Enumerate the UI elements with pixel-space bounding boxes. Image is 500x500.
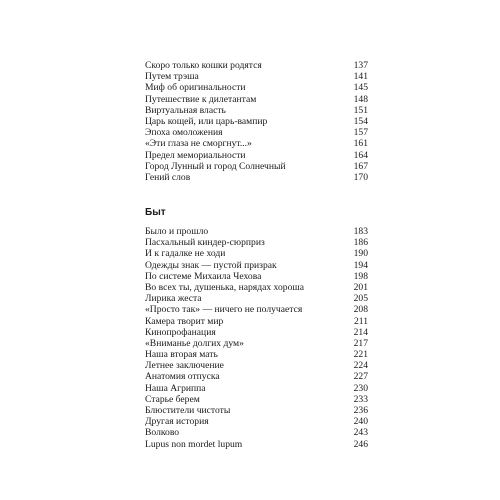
- toc-entry-title: Было и прошло: [145, 226, 209, 237]
- toc-entry: [145, 260, 368, 271]
- toc-entry-title: Волково: [145, 427, 180, 439]
- toc-entry-title: Lupus non mordet lupum: [145, 438, 243, 450]
- toc-entry-title: Эпоха омоложения: [145, 127, 223, 139]
- toc-entry-page: 157: [353, 127, 368, 139]
- toc-entry: [145, 383, 368, 394]
- toc-entry: [145, 71, 368, 82]
- toc-entry-page: 236: [353, 405, 368, 416]
- toc-entry: [145, 293, 368, 304]
- toc-entry: [145, 439, 368, 450]
- toc-entry: [145, 150, 368, 161]
- toc-entry-title: Анатомия отпуска: [145, 371, 220, 383]
- toc-entry-page: 161: [353, 138, 368, 150]
- toc-entry-title: «Просто так» — ничего не получается: [145, 304, 303, 316]
- toc-entry-page: 170: [353, 171, 368, 183]
- toc-entry-page: 137: [353, 60, 368, 71]
- toc-entry-title: Миф об оригинальности: [145, 82, 246, 94]
- toc-entry: [145, 127, 368, 138]
- toc-entry: [145, 271, 368, 282]
- toc-entry-title: Во всех ты, душенька, нарядах хороша: [145, 281, 305, 293]
- toc-entry-title: Другая история: [145, 416, 209, 428]
- toc-entry-title: Камера творит мир: [145, 315, 224, 327]
- toc-entry: [145, 161, 368, 172]
- toc-entry-page: 145: [353, 82, 368, 94]
- toc-entry-page: 240: [353, 416, 368, 428]
- toc-entry-title: Кинопрофанация: [145, 326, 216, 338]
- toc-entry-title: Старье берем: [145, 393, 200, 405]
- toc-entry: [145, 427, 368, 438]
- toc-entry-page: 194: [353, 259, 368, 271]
- toc-entry-page: 221: [353, 349, 368, 361]
- toc-entry-page: 217: [353, 337, 368, 349]
- toc-entry-page: 243: [353, 427, 368, 439]
- toc-entry: [145, 360, 368, 371]
- toc-entry-page: 167: [353, 160, 368, 172]
- toc-entry-title: «Эти глаза не сморгнут...»: [145, 138, 252, 150]
- toc-entry: [145, 282, 368, 293]
- toc-entry-page: 186: [353, 237, 368, 249]
- toc-entry: [145, 304, 368, 315]
- toc-entry-title: Одежды знак — пустой призрак: [145, 259, 277, 271]
- toc-entry-page: 148: [353, 93, 368, 105]
- toc-entry-title: Лирика жеста: [145, 293, 202, 305]
- toc-entry-title: Скоро только кошки родятся: [145, 60, 262, 71]
- toc-entry-title: Пасхальный киндер-сюрприз: [145, 237, 265, 249]
- toc-entry: [145, 60, 368, 71]
- toc-entry-title: Виртуальная власть: [145, 104, 226, 116]
- toc-entry-title: Наша Агриппа: [145, 382, 206, 394]
- toc-entry-title: Город Лунный и город Солнечный: [145, 160, 286, 172]
- toc-list-part2: [145, 226, 368, 450]
- toc-entry: [145, 172, 368, 183]
- toc-entry: [145, 105, 368, 116]
- toc-entry-page: 198: [353, 270, 368, 282]
- toc-entry: [145, 116, 368, 127]
- toc-entry-page: 246: [353, 438, 368, 450]
- toc-entry-page: 190: [353, 248, 368, 260]
- toc-entry: [145, 349, 368, 360]
- toc-entry-title: Наша вторая мать: [145, 349, 218, 361]
- toc-entry-title: Летнее заключение: [145, 360, 224, 372]
- toc-entry-page: 164: [353, 149, 368, 161]
- toc-list-part1: [145, 60, 368, 183]
- toc-entry: [145, 416, 368, 427]
- toc-entry: [145, 138, 368, 149]
- toc-entry: [145, 82, 368, 93]
- toc-entry: [145, 405, 368, 416]
- toc-entry-page: 205: [353, 293, 368, 305]
- toc-entry-page: 230: [353, 382, 368, 394]
- toc-entry-page: 227: [353, 371, 368, 383]
- toc-entry-page: 211: [353, 315, 368, 327]
- toc-entry-page: 208: [353, 304, 368, 316]
- toc-entry-page: 154: [353, 115, 368, 127]
- toc-entry: [145, 394, 368, 405]
- toc-entry-title: По системе Михаила Чехова: [145, 270, 262, 282]
- toc-entry: [145, 327, 368, 338]
- toc-entry-title: Путем трэша: [145, 71, 199, 83]
- toc-entry-title: «Вниманье долгих дум»: [145, 337, 244, 349]
- toc-entry: [145, 371, 368, 382]
- toc-entry: [145, 94, 368, 105]
- toc-entry: [145, 248, 368, 259]
- toc-entry-title: Царь кощей, или царь-вампир: [145, 115, 268, 127]
- toc-entry-title: Блюстители чистоты: [145, 405, 231, 416]
- toc-entry-title: Гений слов: [145, 171, 191, 183]
- toc-entry-page: 201: [353, 281, 368, 293]
- toc-entry-title: Путешествие к дилетантам: [145, 93, 257, 105]
- toc-entry: [145, 226, 368, 237]
- toc-entry: [145, 316, 368, 327]
- toc-entry-page: 183: [353, 226, 368, 237]
- toc-entry-page: 151: [353, 104, 368, 116]
- toc-entry-title: Предел мемориальности: [145, 149, 246, 161]
- section-heading: Быт: [145, 207, 166, 218]
- toc-entry-title: И к гадалке не ходи: [145, 248, 226, 260]
- toc-entry-page: 214: [353, 326, 368, 338]
- toc-entry: [145, 338, 368, 349]
- toc-entry-page: 233: [353, 393, 368, 405]
- toc-entry-page: 141: [353, 71, 368, 83]
- toc-entry: [145, 237, 368, 248]
- toc-entry-page: 224: [353, 360, 368, 372]
